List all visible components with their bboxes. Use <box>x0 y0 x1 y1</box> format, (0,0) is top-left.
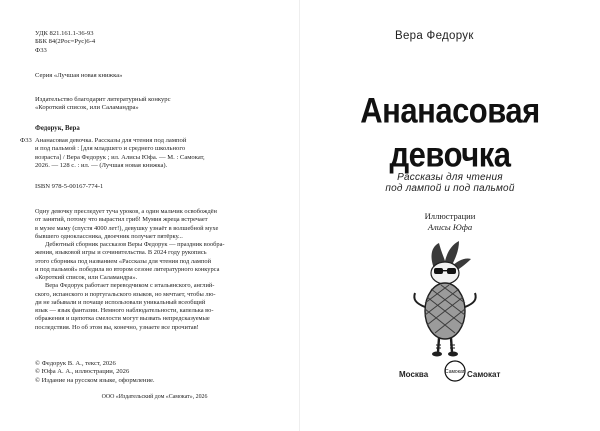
annotation-line: Дебютный сборник рассказов Веры Федорук — праздник вообра- <box>45 241 225 248</box>
pineapple-girl-illustration <box>405 237 485 359</box>
thanks-line: Издательство благодарит литературный конкурс <box>35 96 171 103</box>
annotation-line: ди не забывали и почаще использовали уникальный всеобщий <box>35 298 206 306</box>
catalog-line: 2026. — 128 с. : ил. — (Лучшая новая книжка). <box>35 162 168 170</box>
samokat-logo <box>444 360 466 382</box>
annotation-line: бывшего одноклассника, двоечник получает пятёрку... <box>35 232 183 240</box>
catalog-index: Ф33 <box>20 137 32 144</box>
author-name: Вера Федорук <box>395 30 474 42</box>
annotation-line: в музее маму (спустя 4000 лет!), девушку узнаёт в волшебной мухе <box>35 224 219 232</box>
annotation-line: ского, испанского и португальского языков, но мечтает, чтобы лю- <box>35 290 216 298</box>
imprint-city: Москва <box>399 370 429 379</box>
title-line: девочка <box>389 134 511 175</box>
publisher-line: ООО «Издательский дом «Самокат», 2026 <box>101 394 208 400</box>
annotation <box>35 208 274 332</box>
copyright-line: © Издание на русском языке, оформление. <box>35 376 155 384</box>
catalog-line: и под пальмой : [для младшего и среднего школьного <box>35 145 186 153</box>
annotation-paragraph <box>35 241 274 282</box>
isbn: ISBN 978-5-00167-774-1 <box>35 183 104 190</box>
right-page <box>300 0 600 431</box>
logo-text: Самокат <box>445 369 465 376</box>
copyright-block <box>35 360 155 385</box>
catalog-line: возраста] / Вера Федорук ; ил. Алисы Юфа. — М. : Самокат, <box>35 153 205 161</box>
annotation-line: «Короткий список, или Саламандра». <box>35 274 138 281</box>
catalog-author: Федорук, Вера <box>35 125 80 132</box>
biblio-code-line: Ф33 <box>35 46 47 54</box>
catalog-description <box>35 137 274 171</box>
imprint-publisher: Самокат <box>467 370 501 379</box>
biblio-code-line: ББК 84(2Рос=Рус)6-4 <box>35 38 96 46</box>
bibliographic-codes <box>35 30 95 55</box>
annotation-line: жения, языковой игры и сочинительства. В 2024 году рукопись <box>35 249 207 257</box>
thanks-note <box>35 96 171 113</box>
annotation-paragraph <box>35 282 274 332</box>
thanks-line: «Короткий список, или Саламандра» <box>35 104 139 112</box>
title-line: Ананасовая <box>360 90 540 131</box>
annotation-line: последствия. Но об этом вы, конечно, узнаете все прочитав! <box>35 323 199 331</box>
copyright-line: © Юфа А. А., иллюстрации, 2026 <box>35 368 130 376</box>
annotation-line: от занятий, потому что вырастил гриб! Мумия жреца встречает <box>35 216 208 224</box>
illustrations-label: Иллюстрации <box>424 211 476 221</box>
illustrator-name: Алисы Юфа <box>427 222 473 232</box>
biblio-code-line: УДК 821.161.1-36-93 <box>35 30 94 37</box>
annotation-line: Одну девочку преследует туча уроков, а один мальчик освобождён <box>35 208 217 215</box>
annotation-line: Вера Федорук работает переводчиком с итальянского, англий- <box>45 282 215 290</box>
annotation-paragraph <box>35 208 274 241</box>
annotation-line: и под пальмой» победила во втором сезоне литературного конкурса <box>35 265 220 273</box>
annotation-line: этого сборника под названием «Рассказы для чтения под лампой <box>35 257 211 265</box>
series-line: Серия «Лучшая новая книжка» <box>35 72 123 79</box>
annotation-line: язык — язык фантазии. Немного наблюдательности, капелька во- <box>35 307 214 314</box>
subtitle-line: Рассказы для чтения <box>397 172 503 183</box>
annotation-line: ображения и щепотка смелости могут вызвать непредсказуемые <box>35 315 210 323</box>
copyright-line: © Федорук В. А., текст, 2026 <box>35 360 116 367</box>
catalog-line: Ананасовая девочка. Рассказы для чтения под лампой <box>35 137 187 144</box>
subtitle-line: под лампой и под пальмой <box>385 183 515 194</box>
